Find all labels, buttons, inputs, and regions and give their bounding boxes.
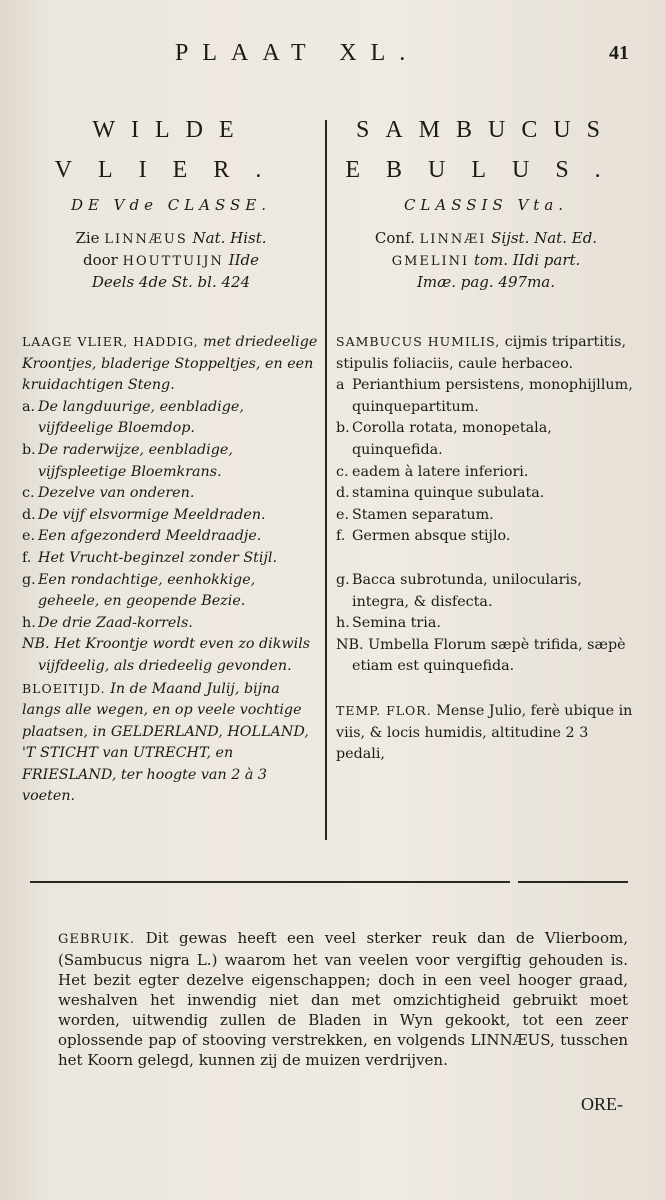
ref-tom: tom. IIdi part. [473,251,581,269]
column-divider [325,120,327,840]
dutch-item: d. De vijf elsvormige Meeldraden. [22,506,266,523]
ref-zie: Zie [75,229,100,247]
latin-column [336,110,636,766]
gebruik-label: GEBRUIK. [58,932,136,947]
ref-linnaeus: LINNÆUS [104,232,188,247]
bloeitijd-text: In de Maand Julij, bijna langs alle wegen, en op veele vochtige plaatsen, in GELDERLAND, HOLLAND, 'T STICHT van UTRECHT, en FRIESLAND, ter hoogte van 2 à 3 voeten. [22,680,309,805]
latin-item: e. Stamen separatum. [336,506,494,523]
gebruik-text: Dit gewas heeft een veel sterker reuk dan de Vlierboom, (Sambucus nigra L.) waarom het van veelen voor vergiftig gehouden is. Het bezit egter dezelve eigenschappen; doch in een veel hooger graad, weshalven het inwendig niet dan met omzichtigheid gebruikt moet worden, uitwendig zullen de Bladen in Wyn gekookt, tot een zeer oplossende pap of stooving verstrekken, en volgends LINNÆUS, tusschen het Koorn gelegd, kunnen zij de muizen verdrijven. [58,929,628,1069]
latin-lead-text: cijmis tripartitis, stipulis foliaciis, caule herbaceo. [336,334,626,372]
latin-item: b. Corolla rotata, monopetala, quinquefida. [336,420,552,458]
dutch-title-line1: WILDE [92,117,250,143]
ref-linnaei: LINNÆI [419,232,487,247]
latin-description [336,331,636,766]
latin-temp-flor [336,700,636,766]
dutch-lead-label: LAAGE VLIER, HADDIG, [22,334,199,349]
ref-pag: Imæ. pag. 497ma. [416,273,556,291]
spacer [336,548,636,570]
latin-class-heading: CLASSIS Vta. [403,196,569,214]
dutch-description [22,331,320,808]
dutch-item: g. Een rondachtige, eenhokkige, geheele, en geopende Bezie. [22,571,256,610]
ref-houttuijn: HOUTTUIJN [122,254,224,269]
dutch-bloeitijd [22,678,320,809]
horizontal-rule [30,881,510,883]
latin-item: c. eadem à latere inferiori. [336,463,529,480]
ref-nat-hist: Nat. Hist. [192,229,267,247]
latin-item: a Perianthium persistens, monophijllum, quinquepartitum. [336,377,633,415]
dutch-item: b. De raderwijze, eenbladige, vijfspleetige Bloemkrans. [22,441,233,480]
ref-gmelini: GMELINI [391,254,470,269]
bloeitijd-label: BLOEITIJD. [22,680,106,696]
ref-iide: IIde [228,251,259,269]
temp-flor-text: Mense Julio, ferè ubique in viis, & locis humidis, altitudine 2 3 pedali, [336,702,633,763]
latin-item: f. Germen absque stijlo. [336,528,511,545]
latin-item: g. Bacca subrotunda, unilocularis, integra, & disfecta. [336,571,582,610]
dutch-class-heading: DE Vde CLASSE. [70,196,272,214]
dutch-reference [22,228,320,293]
dutch-item: f. Het Vrucht-beginzel zonder Stijl. [22,549,278,566]
latin-item: d. stamina quinque subulata. [336,485,545,502]
dutch-item: c. Dezelve van onderen. [22,485,195,502]
horizontal-rule-short [518,881,628,883]
dutch-item: e. Een afgezonderd Meeldraadje. [22,528,262,545]
page-number: 41 [609,42,629,64]
latin-title-line2: EBULUS. [345,157,627,183]
temp-flor-label: TEMP. FLOR. [336,702,432,718]
ref-door: door [83,251,118,269]
dutch-column [22,110,320,808]
latin-reference [336,228,636,293]
dutch-title-line2: VLIER. [54,157,288,183]
dutch-lead-text: met driedeelige Kroontjes, bladerige Stoppeltjes, en een kruidachtigen Steng. [22,334,318,394]
plate-title: PLAAT XL. [175,40,420,66]
dutch-item: a. De langduurige, eenbladige, vijfdeelige Bloemdop. [22,398,244,437]
latin-lead-entry [336,331,636,375]
dutch-item: h. De drie Zaad-korrels. [22,614,193,631]
dutch-nb: NB. Het Kroontje wordt even zo dikwils vijfdeelig, als driedeelig gevonden. [22,636,311,674]
spacer [336,678,636,700]
gebruik-paragraph [58,928,628,1070]
dutch-lead-entry [22,331,320,397]
latin-title-line1: SAMBUCUS [355,117,617,143]
latin-lead-label: SAMBUCUS HUMILIS, [336,334,501,349]
ref-sijst: Sijst. Nat. Ed. [491,229,598,247]
ref-deels: Deels 4de St. bl. 424 [91,273,251,291]
ref-conf: Conf. [374,229,415,247]
latin-nb: NB. Umbella Florum sæpè trifida, sæpè etiam est quinquefida. [336,636,626,675]
latin-item: h. Semina tria. [336,615,441,632]
catchword: ORE- [581,1094,623,1114]
page-header [0,40,665,76]
